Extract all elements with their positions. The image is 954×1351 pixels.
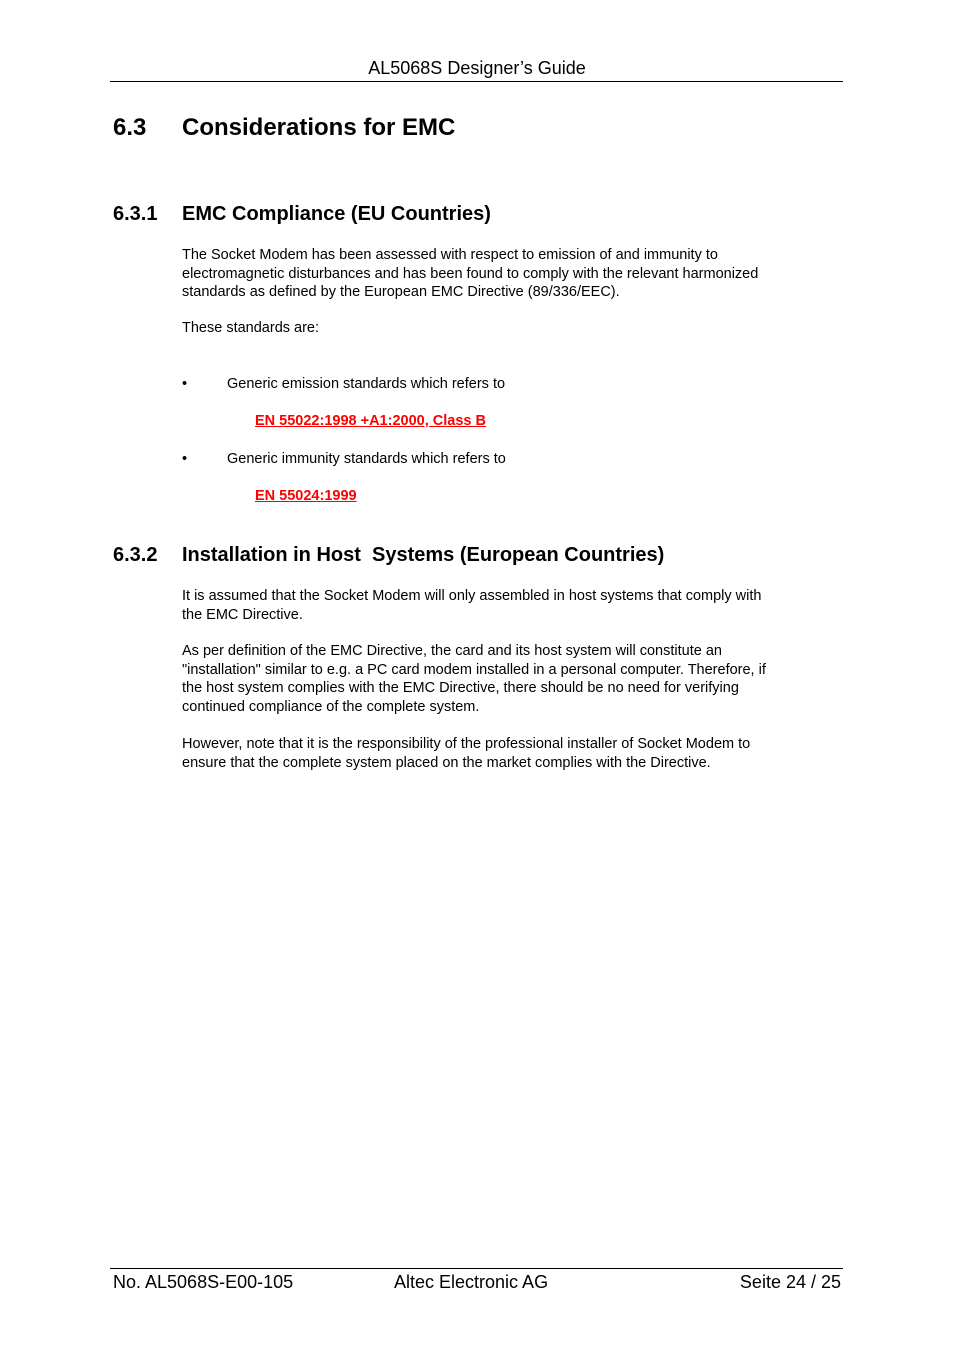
text-line: It is assumed that the Socket Modem will only assembled in host systems that comply with bbox=[182, 588, 762, 604]
subsection-1-title: EMC Compliance (EU Countries) bbox=[182, 203, 491, 225]
paragraph-assessment bbox=[182, 246, 837, 302]
text-line: These standards are: bbox=[182, 320, 320, 336]
paragraph-installation-definition bbox=[182, 642, 837, 716]
section-title: Considerations for EMC bbox=[182, 114, 456, 141]
text-line: ensure that the complete system placed on the market complies with the Directive. bbox=[182, 754, 711, 771]
text-line: As per definition of the EMC Directive, the card and its host system will constitute an bbox=[182, 643, 722, 659]
paragraph-installer-responsibility bbox=[182, 735, 837, 772]
text-line: However, note that it is the responsibility of the professional installer of Socket Modem to bbox=[182, 736, 751, 752]
text-line: electromagnetic disturbances and has been found to comply with the relevant harmonized bbox=[182, 265, 759, 282]
text-line: the host system complies with the EMC Directive, there should be no need for verifying bbox=[182, 680, 739, 696]
paragraph-host-assumption bbox=[182, 587, 837, 624]
bullet-marker: • bbox=[182, 376, 188, 392]
bullet-marker: • bbox=[182, 451, 188, 467]
standard-immunity: EN 55024:1999 bbox=[255, 488, 357, 504]
running-header-title: AL5068S Designer’s Guide bbox=[368, 58, 586, 78]
bullet-emission-text: Generic emission standards which refers to bbox=[227, 376, 506, 392]
footer-company: Altec Electronic AG bbox=[394, 1272, 549, 1292]
bullet-immunity-text: Generic immunity standards which refers to bbox=[227, 451, 506, 467]
text-line: "installation" similar to e.g. a PC card modem installed in a personal computer. Therefore, if bbox=[182, 661, 766, 678]
footer-page-number: Seite 24 / 25 bbox=[739, 1272, 841, 1292]
subsection-2-title: Installation in Host Systems (European Countries) bbox=[182, 544, 665, 566]
footer-rule bbox=[110, 1268, 843, 1269]
section-number: 6.3 bbox=[113, 114, 147, 141]
subsection-1-number: 6.3.1 bbox=[113, 203, 158, 225]
text-line: standards as defined by the European EMC Directive (89/336/EEC). bbox=[182, 284, 620, 300]
text-line: the EMC Directive. bbox=[182, 606, 303, 623]
header-rule bbox=[110, 81, 843, 82]
footer-doc-number: No. AL5068S-E00-105 bbox=[113, 1272, 294, 1292]
subsection-2-number: 6.3.2 bbox=[113, 544, 158, 566]
paragraph-standards-intro bbox=[182, 319, 837, 338]
text-line: continued compliance of the complete system. bbox=[182, 698, 480, 715]
text-line: The Socket Modem has been assessed with respect to emission of and immunity to bbox=[182, 247, 718, 263]
standard-emission: EN 55022:1998 +A1:2000, Class B bbox=[255, 413, 486, 429]
